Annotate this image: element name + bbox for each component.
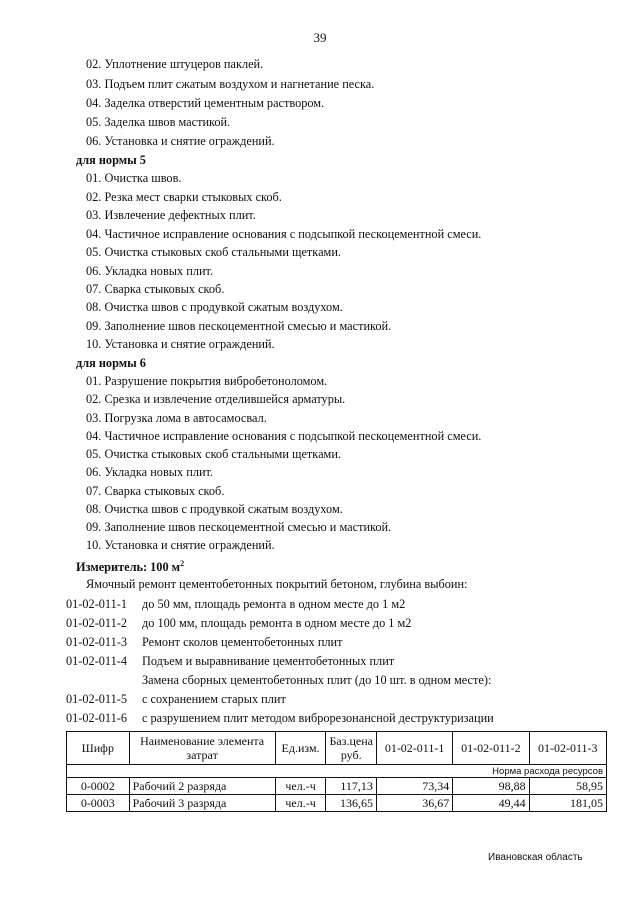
cell-price: 136,65: [326, 795, 376, 812]
norm-text: Ремонт сколов цементобетонных плит: [142, 635, 343, 649]
norm-line: [66, 596, 405, 612]
list-item: 06. Установка и снятие ограждений.: [86, 134, 275, 148]
col-header-name: Наименование элемента затрат: [129, 732, 275, 765]
list-item: 01. Очистка швов.: [86, 171, 182, 185]
norm-line: [66, 634, 343, 650]
list-item: 03. Погрузка лома в автосамосвал.: [86, 411, 267, 425]
list-item: 04. Частичное исправление основания с подсыпкой пескоцементной смеси.: [86, 429, 482, 443]
intro-text: Замена сборных цементобетонных плит (до 10 шт. в одном месте):: [142, 673, 492, 687]
table-row: [67, 778, 607, 795]
cell-value: 181,05: [529, 795, 606, 812]
cell-code: 0-0003: [67, 795, 130, 812]
cell-name: Рабочий 2 разряда: [129, 778, 275, 795]
col-header-unit: Ед.изм.: [275, 732, 326, 765]
footer-region: Ивановская область: [488, 852, 583, 863]
list-item: 09. Заполнение швов пескоцементной смесью и мастикой.: [86, 520, 392, 534]
cell-unit: чел.-ч: [275, 778, 326, 795]
norm-text: до 50 мм, площадь ремонта в одном месте до 1 м2: [142, 597, 406, 611]
norm-code: 01-02-011-2: [66, 616, 128, 630]
list-item: 02. Срезка и извлечение отделившейся арматуры.: [86, 392, 346, 406]
list-item: 02. Уплотнение штуцеров паклей.: [86, 57, 264, 71]
list-item: 02. Резка мест сварки стыковых скоб.: [86, 190, 282, 204]
list-item: 10. Установка и снятие ограждений.: [86, 337, 275, 351]
norm-text: до 100 мм, площадь ремонта в одном месте до 1 м2: [142, 616, 412, 630]
norm-text: Подъем и выравнивание цементобетонных плит: [142, 654, 395, 668]
page-number: 39: [313, 30, 327, 45]
list-item: 04. Заделка отверстий цементным раствором.: [86, 96, 325, 110]
cell-name: Рабочий 3 разряда: [129, 795, 275, 812]
list-item: 01. Разрушение покрытия вибробетоноломом.: [86, 374, 328, 388]
list-item: 05. Заделка швов мастикой.: [86, 115, 231, 129]
list-item: 03. Извлечение дефектных плит.: [86, 208, 256, 222]
list-item: 06. Укладка новых плит.: [86, 264, 214, 278]
resource-table: [66, 731, 607, 812]
meter-label: Измеритель: 100 м: [76, 560, 181, 575]
section-heading: для нормы 5: [76, 153, 146, 167]
cell-price: 117,13: [326, 778, 376, 795]
norm-code: 01-02-011-6: [66, 711, 128, 725]
norm-code: 01-02-011-3: [66, 635, 128, 649]
norm-line: [66, 710, 494, 726]
col-header-price: Баз.цена руб.: [326, 732, 376, 765]
list-item: 05. Очистка стыковых скоб стальными щетками.: [86, 245, 341, 259]
col-header-norm3: 01-02-011-3: [529, 732, 606, 765]
norm-line: [66, 691, 286, 707]
list-item: 10. Установка и снятие ограждений.: [86, 538, 275, 552]
norm-code: 01-02-011-1: [66, 597, 128, 611]
table-header-row: [67, 732, 607, 765]
subheader-blank: [67, 765, 377, 778]
cell-value: 36,67: [376, 795, 452, 812]
section-heading: для нормы 6: [76, 356, 146, 370]
subheader-label: Норма расхода ресурсов: [376, 765, 606, 778]
list-item: 08. Очистка швов с продувкой сжатым воздухом.: [86, 502, 343, 516]
list-item: 05. Очистка стыковых скоб стальными щетками.: [86, 447, 341, 461]
cell-value: 49,44: [453, 795, 529, 812]
cell-value: 58,95: [529, 778, 606, 795]
norm-code: 01-02-011-5: [66, 692, 128, 706]
list-item: 07. Сварка стыковых скоб.: [86, 282, 225, 296]
norm-code: 01-02-011-4: [66, 654, 128, 668]
norm-line: [66, 653, 394, 669]
meter-superscript: 2: [180, 559, 185, 568]
col-header-code: Шифр: [67, 732, 130, 765]
norm-text: с сохранением старых плит: [142, 692, 286, 706]
list-item: 06. Укладка новых плит.: [86, 465, 214, 479]
col-header-norm2: 01-02-011-2: [453, 732, 529, 765]
col-header-norm1: 01-02-011-1: [376, 732, 452, 765]
list-item: 04. Частичное исправление основания с подсыпкой пескоцементной смеси.: [86, 227, 482, 241]
list-item: 08. Очистка швов с продувкой сжатым воздухом.: [86, 300, 343, 314]
norm-line: [66, 615, 411, 631]
cell-value: 73,34: [376, 778, 452, 795]
list-item: 09. Заполнение швов пескоцементной смесью и мастикой.: [86, 319, 392, 333]
cell-unit: чел.-ч: [275, 795, 326, 812]
cell-code: 0-0002: [67, 778, 130, 795]
list-item: 03. Подъем плит сжатым воздухом и нагнетание песка.: [86, 77, 375, 91]
table-row: [67, 795, 607, 812]
norm-text: с разрушением плит методом виброрезонансной деструктуризации: [142, 711, 494, 725]
list-item: 07. Сварка стыковых скоб.: [86, 484, 225, 498]
cell-value: 98,88: [453, 778, 529, 795]
intro-text: Ямочный ремонт цементобетонных покрытий бетоном, глубина выбоин:: [86, 577, 468, 591]
meter-heading: [76, 556, 184, 575]
table-subheader-row: [67, 765, 607, 778]
